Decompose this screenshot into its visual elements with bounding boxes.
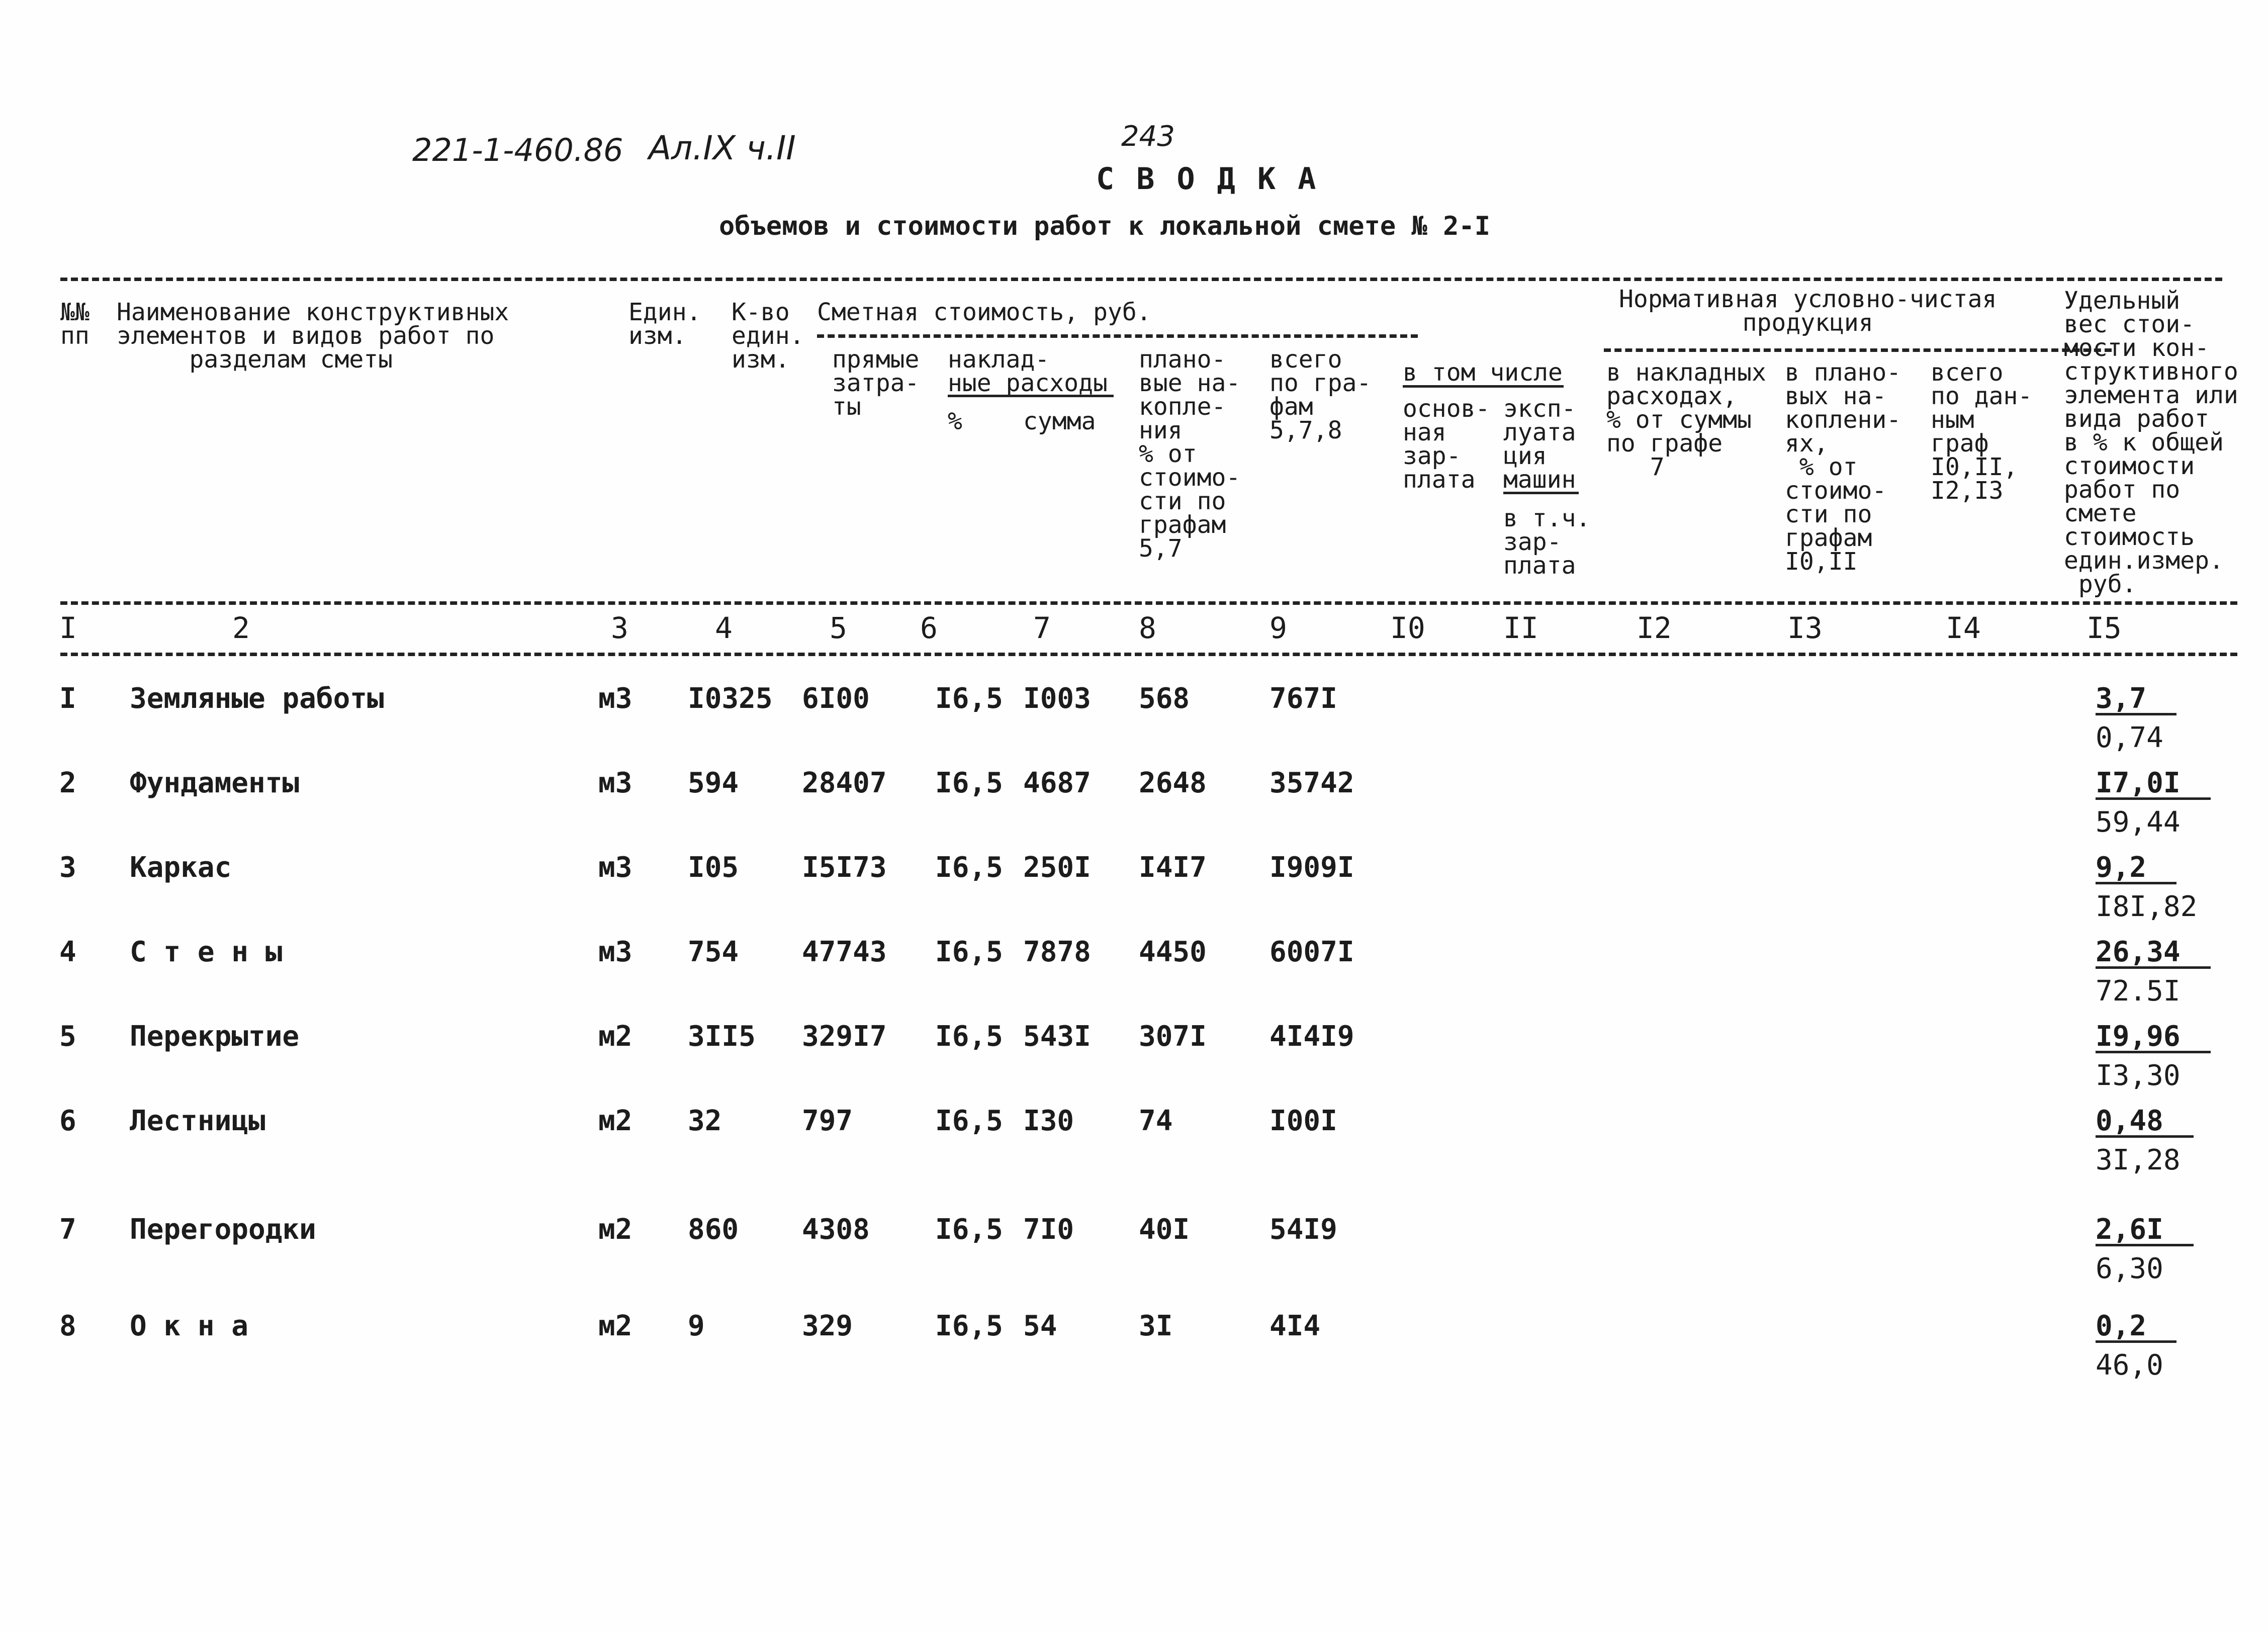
row-unit-cost: 0,74 (2096, 721, 2163, 754)
row-number: 4 (59, 936, 76, 968)
row-direct-costs: 6I00 (802, 682, 870, 715)
row-name: С т е н ы (130, 936, 283, 968)
row-specific-weight: 0,48 (2096, 1107, 2194, 1138)
column-number-12: I2 (1637, 611, 1672, 645)
row-specific-weight: 2,6I (2096, 1216, 2194, 1246)
row-number: 7 (59, 1213, 76, 1246)
row-name: Перекрытие (130, 1020, 300, 1053)
row-number: 8 (59, 1310, 76, 1342)
row-direct-costs: 4308 (802, 1213, 870, 1246)
nup-group-rule (1604, 348, 2112, 352)
column-number-15: I5 (2086, 611, 2122, 645)
row-name: Земляные работы (130, 682, 384, 715)
including-underline (1403, 385, 1564, 388)
column-number-9: 9 (1269, 611, 1287, 645)
row-name: О к н а (130, 1310, 249, 1342)
row-number: 2 (59, 767, 76, 799)
row-specific-weight: 3,7 (2096, 685, 2176, 715)
row-unit-cost: I8I,82 (2096, 890, 2198, 923)
row-planned-accumulation: 2648 (1139, 767, 1207, 799)
row-planned-accumulation: 568 (1139, 682, 1190, 715)
row-quantity: I0325 (688, 682, 773, 715)
row-overhead-sum: 54 (1023, 1310, 1057, 1342)
column-number-11: II (1503, 611, 1538, 645)
row-overhead-percent: I6,5 (935, 682, 1003, 715)
header-col-accumulation-share: в плано- вых на- коплени- ях, % от стоимо- сти по графам I0,II (1785, 358, 1901, 576)
row-planned-accumulation: I4I7 (1139, 851, 1207, 884)
row-unit-cost: 59,44 (2096, 806, 2181, 839)
row-direct-costs: 329 (802, 1310, 853, 1342)
header-col-planned-accumulation: плано- вые на- копле- ния % от стоимо- сти по графам 5,7 (1139, 345, 1241, 563)
row-number: 5 (59, 1020, 76, 1053)
row-unit-cost: I3,30 (2096, 1059, 2181, 1092)
row-direct-costs: 28407 (802, 767, 887, 799)
header-col-overhead-share: в накладных расходах, % от суммы по графе 7 (1606, 358, 1766, 481)
header-col-machine-operation: эксп- луата ция машин (1503, 395, 1576, 494)
header-col-overhead-sum: сумма (1023, 407, 1096, 435)
row-name: Перегородки (130, 1213, 316, 1246)
row-planned-accumulation: 40I (1139, 1213, 1190, 1246)
header-col-specific-weight: Удельный вес стои- мости кон- структивного элемента или вида работ в % к общей стоимости работ по смете стоимость един.измер. руб. (2064, 287, 2238, 598)
column-number-10: I0 (1390, 611, 1425, 645)
row-total: 35742 (1269, 767, 1354, 799)
header-col-unit: Един. изм. (628, 298, 701, 350)
row-total: I00I (1269, 1105, 1337, 1137)
row-unit: м2 (598, 1213, 632, 1246)
row-total: 6007I (1269, 936, 1354, 968)
row-quantity: 594 (688, 767, 739, 799)
column-number-6: 6 (920, 611, 938, 645)
row-overhead-percent: I6,5 (935, 851, 1003, 884)
row-unit-cost: 3I,28 (2096, 1144, 2181, 1176)
row-unit: м3 (598, 936, 632, 968)
row-number: I (59, 682, 76, 715)
document-code: 221-1-460.86 (412, 132, 623, 168)
header-col-total: всего по гра- фам 5,7,8 (1269, 345, 1372, 444)
row-quantity: I05 (688, 851, 739, 884)
row-total: I909I (1269, 851, 1354, 884)
column-number-13: I3 (1787, 611, 1823, 645)
overhead-underline (948, 395, 1114, 397)
column-number-8: 8 (1139, 611, 1156, 645)
row-planned-accumulation: 3I (1139, 1310, 1173, 1342)
row-unit: м2 (598, 1310, 632, 1342)
row-overhead-percent: I6,5 (935, 1105, 1003, 1137)
row-specific-weight: I9,96 (2096, 1023, 2211, 1053)
cost-group-rule (817, 334, 1418, 338)
album-reference: Ал.IX ч.II (649, 129, 796, 167)
column-number-4: 4 (715, 611, 733, 645)
row-planned-accumulation: 307I (1139, 1020, 1207, 1053)
header-col-number: №№ пп (60, 298, 89, 350)
row-unit: м2 (598, 1020, 632, 1053)
row-specific-weight: 9,2 (2096, 854, 2176, 884)
header-col-net-total: всего по дан- ным граф I0,II, I2,I3 (1931, 358, 2033, 505)
column-number-14: I4 (1946, 611, 1981, 645)
row-unit-cost: 6,30 (2096, 1252, 2163, 1285)
row-direct-costs: 797 (802, 1105, 853, 1137)
row-planned-accumulation: 74 (1139, 1105, 1173, 1137)
row-overhead-sum: 250I (1023, 851, 1091, 884)
row-overhead-percent: I6,5 (935, 936, 1003, 968)
row-overhead-percent: I6,5 (935, 1310, 1003, 1342)
header-overhead-costs: наклад- ные расходы (948, 345, 1108, 397)
row-name: Фундаменты (130, 767, 300, 799)
row-unit-cost: 46,0 (2096, 1349, 2163, 1382)
row-planned-accumulation: 4450 (1139, 936, 1207, 968)
row-name: Лестницы (130, 1105, 265, 1137)
document-subtitle: объемов и стоимости работ к локальной смете № 2-I (719, 211, 1491, 241)
page-number: 243 (1121, 120, 1175, 153)
machines-underline (1503, 492, 1579, 494)
row-overhead-sum: I003 (1023, 682, 1091, 715)
column-number-2: 2 (232, 611, 250, 645)
row-total: 4I4I9 (1269, 1020, 1354, 1053)
header-col-name: Наименование конструктивных элементов и видов работ по разделам сметы (117, 298, 509, 374)
row-overhead-percent: I6,5 (935, 767, 1003, 799)
row-quantity: 32 (688, 1105, 722, 1137)
row-specific-weight: I7,0I (2096, 769, 2211, 800)
row-unit: м3 (598, 851, 632, 884)
column-number-3: 3 (611, 611, 628, 645)
row-direct-costs: 47743 (802, 936, 887, 968)
row-unit: м3 (598, 682, 632, 715)
row-overhead-sum: I30 (1023, 1105, 1074, 1137)
header-bottom-rule (60, 601, 2237, 605)
header-col-machine-salary: в т.ч. зар- плата (1503, 504, 1591, 580)
header-normative-net-product: Нормативная условно-чистая продукция (1619, 285, 1997, 337)
header-col-quantity: К-во един. изм. (732, 298, 804, 374)
document-title: С В О Д К А (1096, 161, 1318, 197)
row-overhead-sum: 4687 (1023, 767, 1091, 799)
row-overhead-sum: 543I (1023, 1020, 1091, 1053)
column-numbers-rule (60, 653, 2237, 656)
header-top-rule (60, 278, 2222, 281)
header-col-direct-costs: прямые затра- ты (832, 345, 920, 421)
row-name: Каркас (130, 851, 232, 884)
row-direct-costs: I5I73 (802, 851, 887, 884)
row-overhead-sum: 7878 (1023, 936, 1091, 968)
row-specific-weight: 26,34 (2096, 938, 2211, 969)
row-quantity: 9 (688, 1310, 705, 1342)
row-overhead-percent: I6,5 (935, 1020, 1003, 1053)
row-overhead-percent: I6,5 (935, 1213, 1003, 1246)
row-direct-costs: 329I7 (802, 1020, 887, 1053)
row-number: 3 (59, 851, 76, 884)
row-quantity: 3II5 (688, 1020, 756, 1053)
row-specific-weight: 0,2 (2096, 1312, 2176, 1343)
row-unit: м2 (598, 1105, 632, 1137)
header-estimated-cost: Сметная стоимость, руб. (817, 298, 1151, 326)
row-unit-cost: 72.5I (2096, 975, 2181, 1008)
header-col-base-salary: основ- ная зар- плата (1403, 395, 1490, 494)
row-number: 6 (59, 1105, 76, 1137)
row-quantity: 860 (688, 1213, 739, 1246)
row-total: 767I (1269, 682, 1337, 715)
column-number-5: 5 (830, 611, 847, 645)
row-quantity: 754 (688, 936, 739, 968)
column-number-7: 7 (1033, 611, 1051, 645)
header-including: в том числе (1403, 358, 1563, 387)
row-unit: м3 (598, 767, 632, 799)
row-total: 4I4 (1269, 1310, 1321, 1342)
row-total: 54I9 (1269, 1213, 1337, 1246)
row-overhead-sum: 7I0 (1023, 1213, 1074, 1246)
header-col-overhead-percent: % (948, 407, 962, 435)
column-number-1: I (59, 611, 77, 645)
